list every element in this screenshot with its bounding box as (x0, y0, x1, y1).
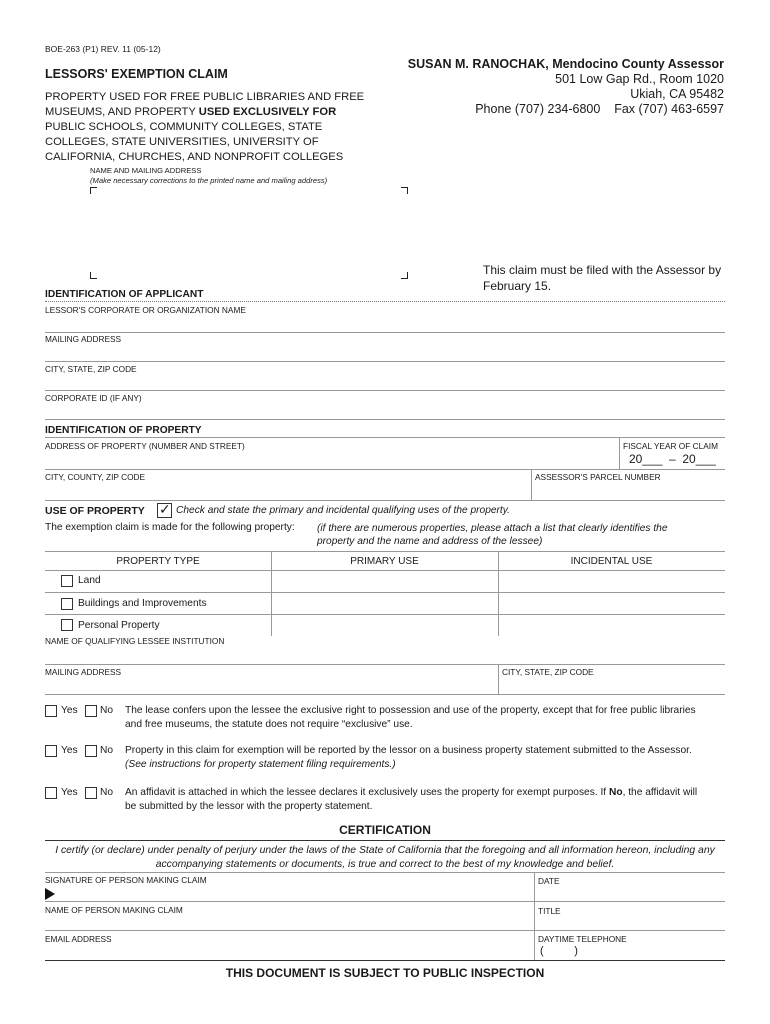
divider (45, 361, 725, 362)
divider (45, 872, 725, 873)
divider (45, 419, 725, 420)
address-window-corner (90, 187, 97, 194)
row-personal-property-label: Personal Property (78, 620, 160, 631)
col-property-type: PROPERTY TYPE (116, 556, 200, 567)
divider (498, 551, 499, 636)
title-field[interactable]: TITLE (538, 906, 561, 916)
property-heading: IDENTIFICATION OF PROPERTY (45, 425, 202, 436)
q2-statement: Property in this claim for exemption will be reported by the lessor on a business property statement submitted to the Assessor. (See instructions for property statement filing requirements.) (125, 745, 692, 770)
lessee-name-field[interactable]: NAME OF QUALIFYING LESSEE INSTITUTION (45, 636, 225, 646)
row-land-label: Land (78, 575, 101, 586)
divider (45, 551, 725, 552)
form-title: LESSORS' EXEMPTION CLAIM (45, 67, 228, 81)
divider (45, 901, 725, 902)
applicant-mailing-address-field[interactable]: MAILING ADDRESS (45, 334, 122, 344)
signature-label: SIGNATURE OF PERSON MAKING CLAIM (45, 875, 207, 885)
assessor-block (408, 57, 724, 117)
address-window-corner (401, 272, 408, 279)
q3-no-label: No (100, 787, 114, 798)
lessee-mailing-field[interactable]: MAILING ADDRESS (45, 667, 122, 677)
daytime-telephone-field[interactable]: ( ) (540, 945, 578, 957)
q2-yes-checkbox[interactable] (45, 745, 57, 757)
assessor-address-1: 501 Low Gap Rd., Room 1020 (555, 72, 724, 86)
property-city-field[interactable]: CITY, COUNTY, ZIP CODE (45, 472, 146, 482)
personal-property-checkbox[interactable] (61, 619, 73, 631)
address-window-corner (401, 187, 408, 194)
divider (45, 960, 725, 961)
claim-statement: The exemption claim is made for the following property: (45, 522, 295, 533)
form-number: BOE-263 (P1) REV. 11 (05-12) (45, 44, 161, 54)
fiscal-year-label: FISCAL YEAR OF CLAIM (623, 441, 718, 451)
email-field[interactable]: EMAIL ADDRESS (45, 934, 112, 944)
date-field[interactable]: DATE (538, 876, 560, 886)
mailing-block-label: NAME AND MAILING ADDRESS (Make necessary corrections to the printed name and mailing address) (90, 166, 328, 185)
q1-yes-label: Yes (61, 705, 78, 716)
assessor-name: SUSAN M. RANOCHAK, Mendocino County Assessor (407, 57, 724, 71)
q3-no-checkbox[interactable] (85, 787, 97, 799)
q3-yes-checkbox[interactable] (45, 787, 57, 799)
divider (619, 437, 620, 469)
fiscal-year-field[interactable]: 20___ – 20___ (629, 452, 716, 466)
divider (45, 592, 725, 593)
assessor-phone: Phone (707) 234-6800 Fax (707) 463-6597 (475, 102, 724, 116)
buildings-checkbox[interactable] (61, 598, 73, 610)
divider (45, 614, 725, 615)
use-heading: USE OF PROPERTY (45, 505, 145, 517)
property-address-field[interactable]: ADDRESS OF PROPERTY (NUMBER AND STREET) (45, 441, 245, 451)
filing-deadline: This claim must be filed with the Assessor by February 15. (483, 263, 722, 293)
use-checkmark-icon: ✓ (159, 501, 171, 517)
divider (271, 551, 272, 636)
divider (45, 301, 725, 302)
signature-arrow-icon (45, 888, 55, 900)
claim-note: (if there are numerous properties, please attach a list that clearly identifies the property and the name and address of the lessee) (317, 523, 668, 547)
daytime-telephone-label: DAYTIME TELEPHONE (538, 934, 627, 944)
signature-field[interactable] (60, 886, 530, 901)
row-buildings-label: Buildings and Improvements (78, 598, 207, 609)
divider (45, 840, 725, 841)
divider (45, 664, 725, 665)
assessor-address-2: Ukiah, CA 95482 (630, 87, 724, 101)
corporate-id-field[interactable]: CORPORATE ID (IF ANY) (45, 393, 142, 403)
divider (45, 930, 725, 931)
q2-no-label: No (100, 745, 114, 756)
applicant-city-field[interactable]: CITY, STATE, ZIP CODE (45, 364, 137, 374)
divider (45, 437, 725, 438)
divider (498, 664, 499, 694)
divider (534, 872, 535, 960)
certification-text: I certify (or declare) under penalty of perjury under the laws of the State of California that the foregoing and all information hereon, including any accompanying statements or documents, is true and correct to the best of my knowledge and belief. (55, 845, 715, 870)
land-checkbox[interactable] (61, 575, 73, 587)
address-window-corner (90, 272, 97, 279)
divider (45, 332, 725, 333)
divider (45, 694, 725, 695)
use-instruction: Check and state the primary and incidental qualifying uses of the property. (176, 505, 510, 516)
divider (45, 500, 725, 501)
q1-yes-checkbox[interactable] (45, 705, 57, 717)
q2-no-checkbox[interactable] (85, 745, 97, 757)
claimant-name-field[interactable]: NAME OF PERSON MAKING CLAIM (45, 905, 183, 915)
certification-title: CERTIFICATION (339, 823, 431, 837)
applicant-heading: IDENTIFICATION OF APPLICANT (45, 289, 204, 300)
col-primary-use: PRIMARY USE (350, 556, 419, 567)
q3-yes-label: Yes (61, 787, 78, 798)
public-inspection-notice: THIS DOCUMENT IS SUBJECT TO PUBLIC INSPECTION (225, 966, 545, 980)
q3-statement: An affidavit is attached in which the lessee declares it exclusively uses the property for exempt purposes. If No, the affidavit will be submitted by the lessor with the property statement. (125, 787, 698, 812)
q2-yes-label: Yes (61, 745, 78, 756)
divider (45, 390, 725, 391)
q1-no-checkbox[interactable] (85, 705, 97, 717)
divider (531, 469, 532, 500)
lessee-city-field[interactable]: CITY, STATE, ZIP CODE (502, 667, 594, 677)
q1-statement: The lease confers upon the lessee the exclusive right to possession and use of the property, except that for free public libraries and free museums, the statute does not require “exclusive” use. (125, 705, 696, 730)
parcel-number-field[interactable]: ASSESSOR'S PARCEL NUMBER (535, 472, 661, 482)
divider (45, 570, 725, 571)
lessor-name-field[interactable]: LESSOR'S CORPORATE OR ORGANIZATION NAME (45, 305, 246, 315)
col-incidental-use: INCIDENTAL USE (570, 556, 653, 567)
divider (45, 469, 725, 470)
q1-no-label: No (100, 705, 114, 716)
form-subtitle: PROPERTY USED FOR FREE PUBLIC LIBRARIES AND FREE MUSEUMS, AND PROPERTY USED EXCLUSIVELY FOR PUBLIC SCHOOLS, COMMUNITY COLLEGES, STATE COLLEGES, STATE UNIVERSITIES, UNIVERSITY OF CALIFORNIA, CHURCHES, AND NONPROFIT COLLEGES (45, 91, 365, 163)
